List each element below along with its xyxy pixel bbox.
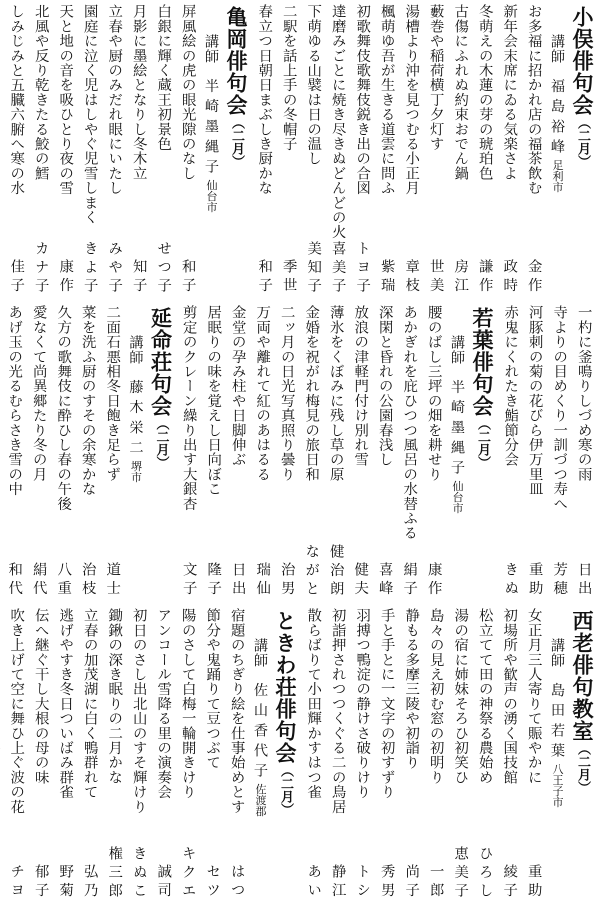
haiku-text: 伝へ継ぐ干し大根の母の味 [32, 608, 49, 785]
haiku-author: 瑞仙 [254, 562, 271, 599]
group-title [147, 301, 175, 603]
haiku-text: 剪定のクレーン繰り出す大銀杏 [180, 305, 197, 511]
haiku-author: カナ子 [32, 240, 49, 296]
haiku-author: 芳穂 [551, 562, 568, 599]
lecturer-name: 半崎墨縄子 [449, 379, 465, 481]
lecturer-city: 八王子市 [551, 763, 564, 808]
haiku-author: 紫瑞 [378, 259, 395, 296]
haiku-entry [301, 604, 326, 905]
haiku-text: 天と地の音を吸ひとり夜の雪 [57, 4, 74, 196]
lecturer-role: 講師 [127, 335, 144, 366]
haiku-text: 初場所や歓声の湧く国技館 [501, 608, 518, 785]
haiku-text: 陽のさして白梅一輪開きけり [179, 608, 196, 800]
haiku-group [0, 301, 175, 603]
haiku-text: 冬萌えの木蓮の芽の琥珀色 [476, 4, 493, 181]
haiku-author: 重助 [526, 562, 543, 599]
lecturer-line [446, 301, 468, 603]
haiku-text: 赤鬼にくれたき鮨節分会 [502, 305, 519, 467]
lecturer-name: 佐山香代子 [252, 682, 268, 784]
haiku-author: 喜峰 [376, 562, 393, 599]
haiku-entry [547, 301, 572, 603]
lecturer-line [546, 604, 568, 905]
haiku-author: きよ子 [81, 240, 98, 296]
haiku-author: トシ [354, 864, 371, 901]
haiku-text: あかぎれを庇ひつつ風呂の水替ふる [401, 305, 418, 541]
haiku-text: あげ玉の光るむらさき雪の中 [6, 305, 23, 497]
haiku-entry [250, 301, 275, 603]
haiku-text: 藪巻や稲荷横丁夕灯す [427, 4, 444, 151]
haiku-author: 美知子 [305, 240, 322, 296]
haiku-author: 絹子 [401, 562, 418, 599]
haiku-author: 重助 [525, 864, 542, 901]
haiku-entry [497, 0, 522, 300]
haiku-entry [399, 604, 424, 905]
haiku-group [301, 604, 596, 905]
haiku-author: 弘乃 [81, 864, 98, 901]
haiku-entry [201, 301, 226, 603]
haiku-author: 和代 [6, 562, 23, 599]
haiku-author: 尚子 [403, 864, 420, 901]
haiku-entry [127, 604, 152, 905]
haiku-text: 下萌ゆる山襞は日の温し [305, 4, 322, 166]
haiku-author: トヨ子 [354, 240, 371, 296]
haiku-entry [324, 301, 349, 603]
group-month: （二月） [229, 116, 244, 168]
haiku-author: 季世 [280, 259, 297, 296]
haiku-text: 初詣押されつつくぐる二の鳥居 [329, 608, 346, 814]
haiku-entry [397, 301, 422, 603]
haiku-entry [473, 0, 498, 300]
lecturer-city: 仙台市 [205, 179, 218, 213]
group-title-text: 小俣俳句会 [570, 6, 594, 116]
haiku-group [252, 0, 596, 300]
haiku-entry [2, 301, 27, 603]
haiku-entry [78, 604, 103, 905]
haiku-text: 古傷にふれぬ約束おでん鍋 [452, 4, 469, 181]
haiku-entry [27, 301, 52, 603]
haiku-entry [76, 301, 101, 603]
haiku-text: 初日のさし出北山のすそ輝けり [130, 608, 147, 814]
haiku-group [0, 604, 299, 905]
haiku-text: 節分や鬼踊りて豆つぶて [204, 608, 221, 770]
haiku-entry [78, 0, 103, 300]
group-title [468, 301, 496, 603]
group-month: （二月） [575, 116, 590, 168]
group-month: （二月） [278, 764, 293, 816]
haiku-entry [100, 301, 125, 603]
haiku-author: 康作 [425, 562, 442, 599]
tier-top [0, 0, 600, 300]
haiku-author: チヨ [8, 864, 25, 901]
haiku-author: キクエ [179, 845, 196, 901]
group-month: （二月） [575, 742, 590, 794]
haiku-text: 愛なくて尚異郷たり冬の月 [30, 305, 47, 482]
haiku-author: 房江 [452, 259, 469, 296]
haiku-text: 散らばりて小田輝かすはつ雀 [305, 608, 322, 800]
lecturer-role: 講師 [252, 638, 268, 669]
haiku-author: 日出 [229, 562, 246, 599]
haiku-text: 月影に墨絵となりし冬木立 [130, 4, 147, 181]
haiku-entry [497, 604, 522, 905]
haiku-text: 新年会末席にゐる気楽さよ [501, 4, 518, 181]
haiku-entry [102, 0, 127, 300]
haiku-entry [53, 0, 78, 300]
haiku-entry [326, 0, 351, 300]
tier-middle [0, 301, 600, 603]
haiku-entry [151, 604, 176, 905]
haiku-entry [522, 0, 547, 300]
haiku-entry [176, 0, 201, 300]
haiku-author: 恵美子 [452, 845, 469, 901]
haiku-author: 健夫 [352, 562, 369, 599]
haiku-group [498, 301, 596, 603]
haiku-author: ひろし [476, 845, 493, 901]
haiku-text: 春立つ日朝日まぶしき厨かな [256, 4, 273, 196]
group-title [222, 0, 250, 300]
haiku-text: 二面石悪相冬日飽き足らず [104, 305, 121, 482]
haiku-entry [326, 604, 351, 905]
haiku-author: 綾子 [501, 864, 518, 901]
lecturer-name: 福島裕峰 [549, 78, 565, 160]
group-title-text: 若葉俳句会 [470, 307, 494, 417]
haiku-author: 金作 [525, 259, 542, 296]
haiku-entry [299, 301, 324, 603]
haiku-entry [29, 604, 54, 905]
lecturer-city: 堺市 [129, 460, 143, 483]
lecturer-role: 講師 [203, 34, 219, 65]
haiku-author: きぬ [502, 562, 519, 599]
haiku-text: 吹き上げて空に舞ひ上ぐ波の花 [8, 608, 25, 814]
haiku-text: 屏風絵の虎の眼光隙のなし [179, 4, 196, 181]
haiku-text: 万両や離れて紅のあはるる [254, 305, 271, 482]
haiku-entry [348, 301, 373, 603]
haiku-author: 誠司 [155, 864, 172, 901]
haiku-entry [252, 0, 277, 300]
haiku-entry [277, 0, 302, 300]
haiku-text: 女正月三人寄りて賑やかに [525, 608, 542, 785]
haiku-entry [275, 301, 300, 603]
haiku-text: 居眠りの味を覚えし日向ぼこ [205, 305, 222, 497]
haiku-text: 楓萌ゆ吾が生きる道雲に問ふ [378, 4, 395, 196]
haiku-text: 金堂の孕み柱や日脚伸ぶ [229, 305, 246, 467]
haiku-text: 静もる多摩三陵や初詣り [403, 608, 420, 770]
lecturer-role: 講師 [549, 638, 565, 669]
haiku-entry [51, 301, 76, 603]
haiku-text: 松立てて田の神祭る農始め [476, 608, 493, 785]
haiku-entry [572, 301, 597, 603]
haiku-text: 立春の加茂湖に白く鴨群れて [81, 608, 98, 800]
haiku-author: 治枝 [79, 562, 96, 599]
group-title-text: 延命荘句会 [148, 307, 173, 417]
haiku-author: 世美 [427, 259, 444, 296]
haiku-entry [127, 0, 152, 300]
lecturer-line [546, 0, 568, 300]
haiku-text: 菜を洗ふ厨のすその余寒かな [79, 305, 96, 497]
haiku-entry [498, 301, 523, 603]
haiku-entry [350, 604, 375, 905]
haiku-text: 久方の歌舞伎に酔ひし春の午後 [55, 305, 72, 511]
lecturer-line [125, 301, 147, 603]
haiku-text: お多福に招かれ店の福茶飲む [525, 4, 542, 196]
haiku-author: 政時 [501, 259, 518, 296]
haiku-text: 腰のばし三坪の畑を耕せり [425, 305, 442, 482]
haiku-entry [4, 0, 29, 300]
lecturer-city: 佐渡郡 [254, 783, 267, 817]
haiku-text: 初歌舞伎歌舞伎鋭き出の合図 [354, 4, 371, 196]
group-title [271, 604, 299, 905]
lecturer-role: 講師 [449, 335, 465, 366]
haiku-text: アンコール雪降る里の演奏会 [155, 608, 172, 800]
lecturer-name: 島田若葉 [549, 682, 565, 764]
haiku-author: はつ [228, 864, 245, 901]
haiku-entry [522, 604, 547, 905]
haiku-text: 立春や厨のみだれ眼にいたし [106, 4, 123, 196]
haiku-text: 園庭に泣く児はしやぐ児雪しまく [81, 4, 98, 225]
haiku-entry [350, 0, 375, 300]
haiku-author: セツ [204, 864, 221, 901]
haiku-text: 寺よりの目めくり一訓づつ寿へ [551, 305, 568, 511]
lecturer-city: 仙台市 [451, 480, 464, 514]
haiku-author: 八重 [55, 562, 72, 599]
haiku-text: 金婚を祝がれ梅見の旅日和 [303, 305, 320, 482]
haiku-entry [225, 604, 250, 905]
haiku-author: 喜美子 [329, 240, 346, 296]
haiku-author: 健治朗 [327, 543, 344, 599]
haiku-author: 野菊 [57, 864, 74, 901]
haiku-author: あい [305, 864, 322, 901]
haiku-text: 薄氷をくぼみに残し草の原 [327, 305, 344, 482]
group-title [568, 0, 596, 300]
haiku-entry [373, 301, 398, 603]
haiku-text: 達磨みごとに焼き尽きぬどんどの火 [329, 4, 346, 240]
haiku-entry [399, 0, 424, 300]
haiku-text: 深閑と昏れの公園春浅し [376, 305, 393, 467]
haiku-text: 白銀に輝く蔵王初景色 [155, 4, 172, 151]
tier-bottom [0, 604, 600, 905]
lecturer-name: 半崎墨縄子 [203, 78, 219, 180]
group-month: （二月） [475, 417, 490, 469]
group-title-text: 西老俳句教室 [570, 610, 594, 742]
haiku-author: 郁子 [32, 864, 49, 901]
lecturer-line [249, 604, 271, 905]
haiku-author: 静江 [329, 864, 346, 901]
lecturer-name: 藤木栄二 [127, 379, 144, 461]
haiku-author: 隆子 [205, 562, 222, 599]
haiku-text: しみじみと五臓六腑へ寒の水 [8, 4, 25, 196]
haiku-entry [523, 301, 548, 603]
haiku-text: 宿題のちぎり絵を仕事始めとす [228, 608, 245, 814]
haiku-author: 文子 [180, 562, 197, 599]
haiku-text: 湯槽より沖を見つむる小正月 [403, 4, 420, 196]
haiku-entry [473, 604, 498, 905]
haiku-text: 二ッ月の日光写真照り曇り [278, 305, 295, 482]
haiku-entry [424, 604, 449, 905]
haiku-group [0, 0, 250, 300]
haiku-author: 一郎 [427, 864, 444, 901]
haiku-entry [53, 604, 78, 905]
haiku-entry [102, 604, 127, 905]
haiku-author: 権三郎 [106, 845, 123, 901]
haiku-author: きぬこ [130, 845, 147, 901]
haiku-entry [177, 301, 202, 603]
haiku-author: 道士 [104, 562, 121, 599]
haiku-entry [29, 0, 54, 300]
haiku-author: 章枝 [403, 259, 420, 296]
lecturer-city: 足利市 [551, 159, 564, 193]
lecturer-role: 講師 [549, 34, 565, 65]
haiku-text: 湯の宿に姉妹そろひ初笑ひ [452, 608, 469, 785]
haiku-entry [301, 0, 326, 300]
haiku-author: みや子 [106, 240, 123, 296]
group-month: （二月） [153, 417, 169, 469]
lecturer-line [200, 0, 222, 300]
haiku-author: 和子 [256, 259, 273, 296]
haiku-entry [448, 604, 473, 905]
group-title-text: 亀岡俳句会 [224, 6, 248, 116]
haiku-author: 知子 [130, 259, 147, 296]
haiku-author: 絹代 [30, 562, 47, 599]
haiku-text: 手と手とに一文字の初すずり [378, 608, 395, 800]
haiku-author: 秀男 [378, 864, 395, 901]
haiku-entry [4, 604, 29, 905]
haiku-author: 謙作 [476, 259, 493, 296]
haiku-entry [375, 604, 400, 905]
haiku-text: 二駅を話上手の冬帽子 [280, 4, 297, 151]
haiku-author: せつ子 [155, 240, 172, 296]
haiku-entry [424, 0, 449, 300]
haiku-author: 日出 [575, 562, 592, 599]
haiku-entry [226, 301, 251, 603]
haiku-author: 和子 [179, 259, 196, 296]
haiku-author: 佳子 [8, 259, 25, 296]
group-title [568, 604, 596, 905]
haiku-text: 北風や反り乾きたる鮫の鱈 [32, 4, 49, 181]
haiku-entry [151, 0, 176, 300]
haiku-text: 島々の見え初む窓の初明り [427, 608, 444, 785]
haiku-author: 治男 [278, 562, 295, 599]
haiku-entry [422, 301, 447, 603]
haiku-entry [176, 604, 201, 905]
haiku-text: 河豚刺の菊の花びら伊万里皿 [526, 305, 543, 497]
haiku-author: ながと [303, 543, 320, 599]
haiku-group [177, 301, 497, 603]
haiku-text: 逃げやすき冬日ついばみ群雀 [57, 608, 74, 800]
group-title-text: ときわ荘俳句会 [273, 610, 297, 764]
haiku-text: 鋤鍬の深き眠りの二月かな [106, 608, 123, 785]
haiku-entry [375, 0, 400, 300]
haiku-text: 羽搏つ鴨淀の静けさ破りけり [354, 608, 371, 800]
haiku-text: 放浪の津軽門付け別れ雪 [352, 305, 369, 467]
haiku-text: 一杓に釜鳴りしづめ寒の雨 [575, 305, 592, 482]
haiku-entry [200, 604, 225, 905]
haiku-author: 康作 [57, 259, 74, 296]
haiku-entry [448, 0, 473, 300]
